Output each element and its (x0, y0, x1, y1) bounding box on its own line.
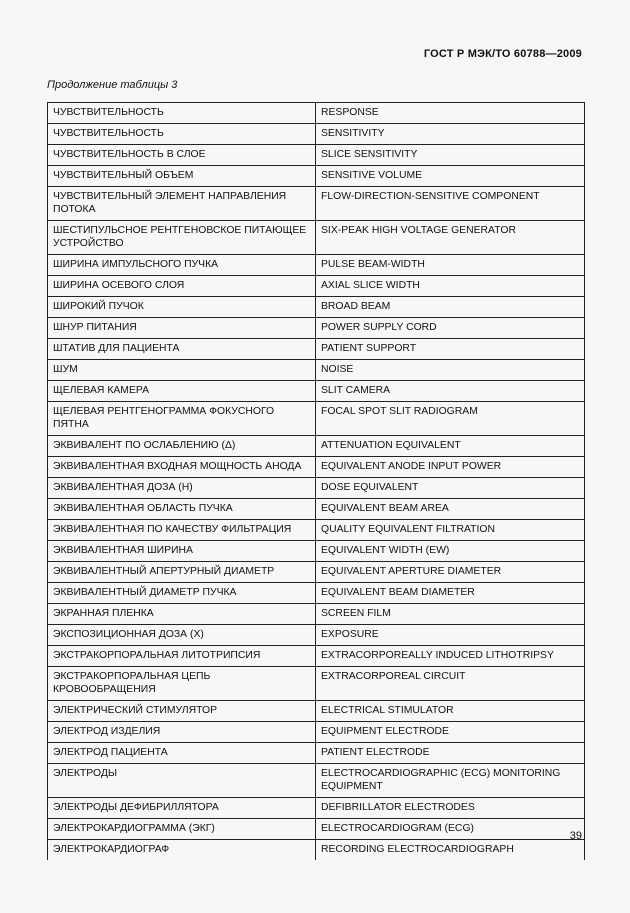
term-en-cell: EQUIVALENT WIDTH (EW) (321, 545, 450, 556)
term-en-cell: RECORDING ELECTROCARDIOGRAPH (321, 844, 514, 855)
term-ru-cell: ШНУР ПИТАНИЯ (48, 318, 316, 338)
term-en-cell: EQUIVALENT ANODE INPUT POWER (321, 461, 502, 472)
term-ru-cell: ЭКВИВАЛЕНТНЫЙ ДИАМЕТР ПУЧКА (48, 583, 316, 603)
term-ru-cell: ЧУВСТВИТЕЛЬНОСТЬ (48, 124, 316, 144)
table-row (48, 541, 584, 562)
table-row (48, 604, 584, 625)
table-row (48, 381, 584, 402)
term-ru-cell: ЭЛЕКТРОДЫ (48, 764, 316, 797)
table-row (48, 798, 584, 819)
terms-table (47, 102, 585, 860)
term-en-cell: DEFIBRILLATOR ELECTRODES (321, 802, 475, 813)
term-en-cell: SENSITIVE VOLUME (321, 170, 423, 181)
term-ru-cell: ЧУВСТВИТЕЛЬНОСТЬ В СЛОЕ (48, 145, 316, 165)
term-ru-cell: ЭЛЕКТРОКАРДИОГРАФ (48, 840, 316, 860)
table-row (48, 701, 584, 722)
term-en-cell: ELECTRICAL STIMULATOR (321, 705, 454, 716)
term-ru-cell: ЭКВИВАЛЕНТНЫЙ АПЕРТУРНЫЙ ДИАМЕТР (48, 562, 316, 582)
table-row (48, 297, 584, 318)
term-en-cell: EQUIPMENT ELECTRODE (321, 726, 449, 737)
term-en-cell: POWER SUPPLY CORD (321, 322, 437, 333)
term-ru-cell: ЭКРАННАЯ ПЛЕНКА (48, 604, 316, 624)
page-number: 39 (569, 830, 582, 842)
term-ru-cell: ЧУВСТВИТЕЛЬНОСТЬ (48, 103, 316, 123)
table-row (48, 646, 584, 667)
table-row (48, 743, 584, 764)
standard-header: ГОСТ Р МЭК/ТО 60788—2009 (423, 48, 582, 60)
term-ru-cell: ЭКВИВАЛЕНТНАЯ ШИРИНА (48, 541, 316, 561)
term-en-cell: PATIENT SUPPORT (321, 343, 417, 354)
table-row (48, 520, 584, 541)
term-en-cell: AXIAL SLICE WIDTH (321, 280, 420, 291)
term-en-cell: EQUIVALENT BEAM AREA (321, 503, 449, 514)
term-ru-cell: ЭЛЕКТРОДЫ ДЕФИБРИЛЛЯТОРА (48, 798, 316, 818)
term-ru-cell: ШУМ (48, 360, 316, 380)
table-row (48, 124, 584, 145)
term-ru-cell: ЭКВИВАЛЕНТНАЯ ОБЛАСТЬ ПУЧКА (48, 499, 316, 519)
term-ru-cell: ЭКСТРАКОРПОРАЛЬНАЯ ЛИТОТРИПСИЯ (48, 646, 316, 666)
table-row (48, 103, 584, 124)
term-ru-cell: ШИРИНА ИМПУЛЬСНОГО ПУЧКА (48, 255, 316, 275)
term-en-cell: EXPOSURE (321, 629, 379, 640)
term-ru-cell: ЧУВСТВИТЕЛЬНЫЙ ОБЪЕМ (48, 166, 316, 186)
term-ru-cell: ЭЛЕКТРИЧЕСКИЙ СТИМУЛЯТОР (48, 701, 316, 721)
term-ru-cell: ШЕСТИПУЛЬСНОЕ РЕНТГЕНОВСКОЕ ПИТАЮЩЕЕ УСТРОЙСТВО (48, 221, 316, 254)
table-row (48, 625, 584, 646)
table-row (48, 255, 584, 276)
term-ru-cell: ЭКВИВАЛЕНТНАЯ ДОЗА (H) (48, 478, 316, 498)
term-en-cell: SLIT CAMERA (321, 385, 391, 396)
term-en-cell: EQUIVALENT BEAM DIAMETER (321, 587, 475, 598)
term-en-cell: SIX-PEAK HIGH VOLTAGE GENERATOR (321, 225, 516, 236)
table-row (48, 840, 584, 860)
term-ru-cell: ЩЕЛЕВАЯ РЕНТГЕНОГРАММА ФОКУСНОГО ПЯТНА (48, 402, 316, 435)
table-row (48, 583, 584, 604)
table-row (48, 667, 584, 701)
table-row (48, 145, 584, 166)
term-en-cell: QUALITY EQUIVALENT FILTRATION (321, 524, 495, 535)
term-ru-cell: ЭКВИВАЛЕНТ ПО ОСЛАБЛЕНИЮ (Δ) (48, 436, 316, 456)
table-row (48, 187, 584, 221)
term-en-cell: NOISE (321, 364, 354, 375)
term-ru-cell: ЭКСТРАКОРПОРАЛЬНАЯ ЦЕПЬ КРОВООБРАЩЕНИЯ (48, 667, 316, 700)
term-ru-cell: ЭКВИВАЛЕНТНАЯ ПО КАЧЕСТВУ ФИЛЬТРАЦИЯ (48, 520, 316, 540)
term-ru-cell: ЭЛЕКТРОКАРДИОГРАММА (ЭКГ) (48, 819, 316, 839)
table-row (48, 436, 584, 457)
term-en-cell: SENSITIVITY (321, 128, 385, 139)
table-row (48, 318, 584, 339)
term-en-cell: EXTRACORPOREALLY INDUCED LITHOTRIPSY (321, 650, 554, 661)
table-row (48, 339, 584, 360)
term-en-cell: ATTENUATION EQUIVALENT (321, 440, 461, 451)
term-ru-cell: ЧУВСТВИТЕЛЬНЫЙ ЭЛЕМЕНТ НАПРАВЛЕНИЯ ПОТОКА (48, 187, 316, 220)
term-en-cell: SCREEN FILM (321, 608, 391, 619)
term-ru-cell: ЩЕЛЕВАЯ КАМЕРА (48, 381, 316, 401)
table-caption: Продолжение таблицы 3 (47, 79, 178, 91)
table-row (48, 722, 584, 743)
term-en-cell: DOSE EQUIVALENT (321, 482, 419, 493)
term-en-cell: BROAD BEAM (321, 301, 391, 312)
table-row (48, 499, 584, 520)
term-en-cell: PATIENT ELECTRODE (321, 747, 430, 758)
term-en-cell: FLOW-DIRECTION-SENSITIVE COMPONENT (321, 191, 540, 202)
term-en-cell: RESPONSE (321, 107, 379, 118)
term-en-cell: PULSE BEAM-WIDTH (321, 259, 425, 270)
table-row (48, 478, 584, 499)
term-ru-cell: ЭКВИВАЛЕНТНАЯ ВХОДНАЯ МОЩНОСТЬ АНОДА (48, 457, 316, 477)
table-row (48, 402, 584, 436)
term-en-cell: EQUIVALENT APERTURE DIAMETER (321, 566, 502, 577)
term-ru-cell: ЭЛЕКТРОД ПАЦИЕНТА (48, 743, 316, 763)
term-en-cell: ELECTROCARDIOGRAM (ECG) (321, 823, 474, 834)
table-row (48, 819, 584, 840)
table-row (48, 166, 584, 187)
term-en-cell: SLICE SENSITIVITY (321, 149, 418, 160)
table-row (48, 276, 584, 297)
term-ru-cell: ЭКСПОЗИЦИОННАЯ ДОЗА (X) (48, 625, 316, 645)
table-row (48, 457, 584, 478)
table-row (48, 360, 584, 381)
table-row (48, 221, 584, 255)
term-ru-cell: ШИРОКИЙ ПУЧОК (48, 297, 316, 317)
table-row (48, 562, 584, 583)
term-en-cell: ELECTROCARDIOGRAPHIC (ECG) MONITORING EQUIPMENT (321, 768, 561, 792)
term-ru-cell: ШИРИНА ОСЕВОГО СЛОЯ (48, 276, 316, 296)
table-row (48, 764, 584, 798)
term-en-cell: FOCAL SPOT SLIT RADIOGRAM (321, 406, 478, 417)
term-en-cell: EXTRACORPOREAL CIRCUIT (321, 671, 466, 682)
term-ru-cell: ШТАТИВ ДЛЯ ПАЦИЕНТА (48, 339, 316, 359)
term-ru-cell: ЭЛЕКТРОД ИЗДЕЛИЯ (48, 722, 316, 742)
